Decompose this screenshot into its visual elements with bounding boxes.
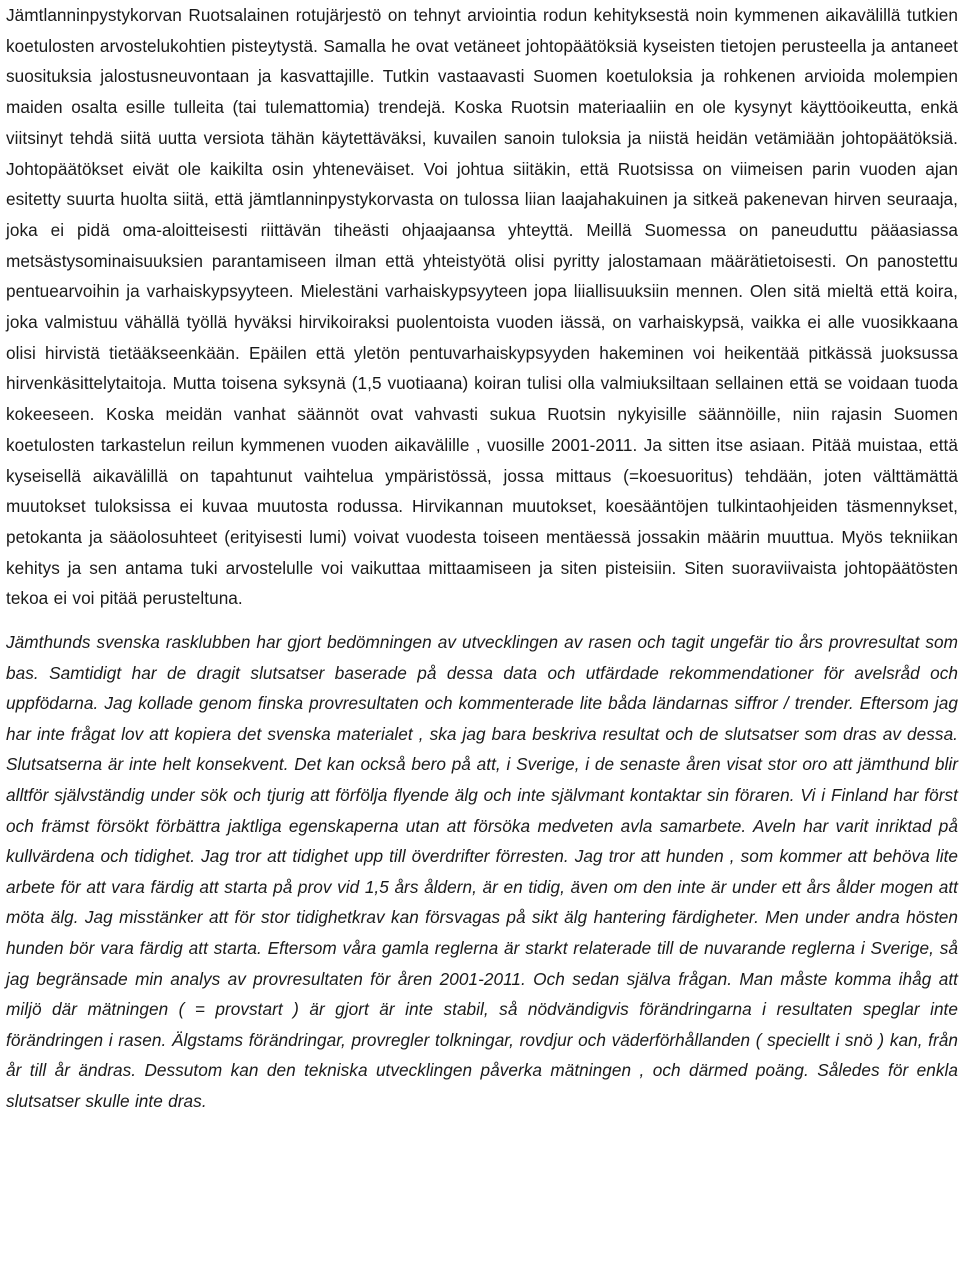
document-page: [6, 0, 958, 1264]
finnish-paragraph: Jämtlanninpystykorvan Ruotsalainen rotujärjestö on tehnyt arviointia rodun kehityksestä noin kymmenen aikavälillä tutkien koetulosten arvostelukohtien pisteytystä. Samalla he ovat vetäneet johtopäätöksiä kyseisten tietojen perusteella ja antaneet suosituksia jalostusneuvontaan ja kasvattajille. Tutkin vastaavasti Suomen koetuloksia ja rohkenen arvioida molempien maiden osalta esille tulleita (tai tulemattomia) trendejä. Koska Ruotsin materiaaliin en ole kysynyt käyttöoikeutta, enkä viitsinyt tehdä siitä uutta versiota tähän käytettäväksi, kuvailen sanoin tuloksia ja niistä heidän vetämiään johtopäätöksiä. Johtopäätökset eivät ole kaikilta osin yhteneväiset. Voi johtua siitäkin, että Ruotsissa on viimeisen parin vuoden ajan esitetty suurta huolta siitä, että jämtlanninpystykorvasta on tulossa liian laajahakuinen ja sitkeä pakenevan hirven seuraaja, joka ei pidä oma-aloitteisesti riittävän tiheästi ohjaajaansa yhteyttä. Meillä Suomessa on paneuduttu pääasiassa metsästysominaisuuksien parantamiseen ilman että yhteistyötä olisi pyritty jalostamaan määrätietoisesti. On panostettu pentuearvoihin ja varhaiskypsyyteen. Mielestäni varhaiskypsyyteen jopa liiallisuuksiin mennen. Olen sitä mieltä että koira, joka valmistuu vähällä työllä hyväksi hirvikoiraksi puolentoista vuoden iässä, on varhaiskypsä, vaikka ei alle vuosikkaana olisi hirvistä tietääkseenkään. Epäilen että yletön pentuvarhaiskypsyyden hakeminen voi heikentää pitkässä juoksussa hirvenkäsittelytaitoja. Mutta toisena syksynä (1,5 vuotiaana) koiran tulisi olla valmiuksiltaan sellainen että se voidaan tuoda kokeeseen. Koska meidän vanhat säännöt ovat vahvasti sukua Ruotsin nykyisille säännöille, niin rajasin Suomen koetulosten tarkastelun reilun kymmenen vuoden aikavälille , vuosille 2001-2011. Ja sitten itse asiaan. Pitää muistaa, että kyseisellä aikavälillä on tapahtunut vaihtelua ympäristössä, jossa mittaus (=koesuoritus) tehdään, joten välttämättä muutokset tuloksissa ei kuvaa muutosta rodussa. Hirvikannan muutokset, koesääntöjen tulkintaohjeiden täsmennykset, petokanta ja sääolosuhteet (erityisesti lumi) voivat vuodesta toiseen mentäessä jossakin määrin muuttua. Myös tekniikan kehitys ja sen antama tuki arvostelulle voi vaikuttaa mittaamiseen ja siten pisteisiin. Siten suoraviivaista johtopäätösten tekoa ei voi pitää perusteltuna.: [6, 5, 958, 609]
swedish-paragraph: Jämthunds svenska rasklubben har gjort bedömningen av utvecklingen av rasen och tagit ungefär tio års provresultat som bas. Samtidigt har de dragit slutsatser baserade på dessa data och utfärdade rekommendationer för avelsråd och uppfödarna. Jag kollade genom finska provresultaten och kommenterade lite båda ländarnas siffror / trender. Eftersom jag har inte frågat lov att kopiera det svenska materialet , ska jag bara beskriva resultat och de slutsatser som dras av dessa. Slutsatserna är inte helt konsekvent. Det kan också bero på att, i Sverige, i de senaste åren visat stor oro att jämthund blir alltför självständig under sök och tjurig att förfölja flyende älg och inte självmant kontaktar sin föraren. Vi i Finland har först och främst försökt förbättra jaktliga egenskaperna utan att försöka medveten avla samarbete. Aveln har varit inriktad på kullvärdena och tidighet. Jag tror att tidighet upp till överdrifter förresten. Jag tror att hunden , som kommer att behöva lite arbete för att vara färdig att starta på prov vid 1,5 års åldern, är en tidig, även om den inte är under ett års ålder mogen att möta älg. Jag misstänker att för stor tidighetkrav kan försvagas på sikt älg hantering färdigheter. Men under andra hösten hunden bör vara färdig att starta. Eftersom våra gamla reglerna är starkt relaterade till de nuvarande reglerna i Sverige, så jag begränsade min analys av provresultaten för åren 2001-2011. Och sedan själva frågan. Man måste komma ihåg att miljö där mätningen ( = provstart ) är gjort är inte stabil, så nödvändigvis förändringarna i resultaten speglar inte förändringen i rasen. Älgstams förändringar, provregler tolkningar, rovdjur och väderförhållanden ( speciellt i snö ) kan, från år till år ändras. Dessutom kan den tekniska utvecklingen påverka mätningen , och därmed poäng. Således för enkla slutsatser skulle inte dras.: [6, 632, 958, 1111]
